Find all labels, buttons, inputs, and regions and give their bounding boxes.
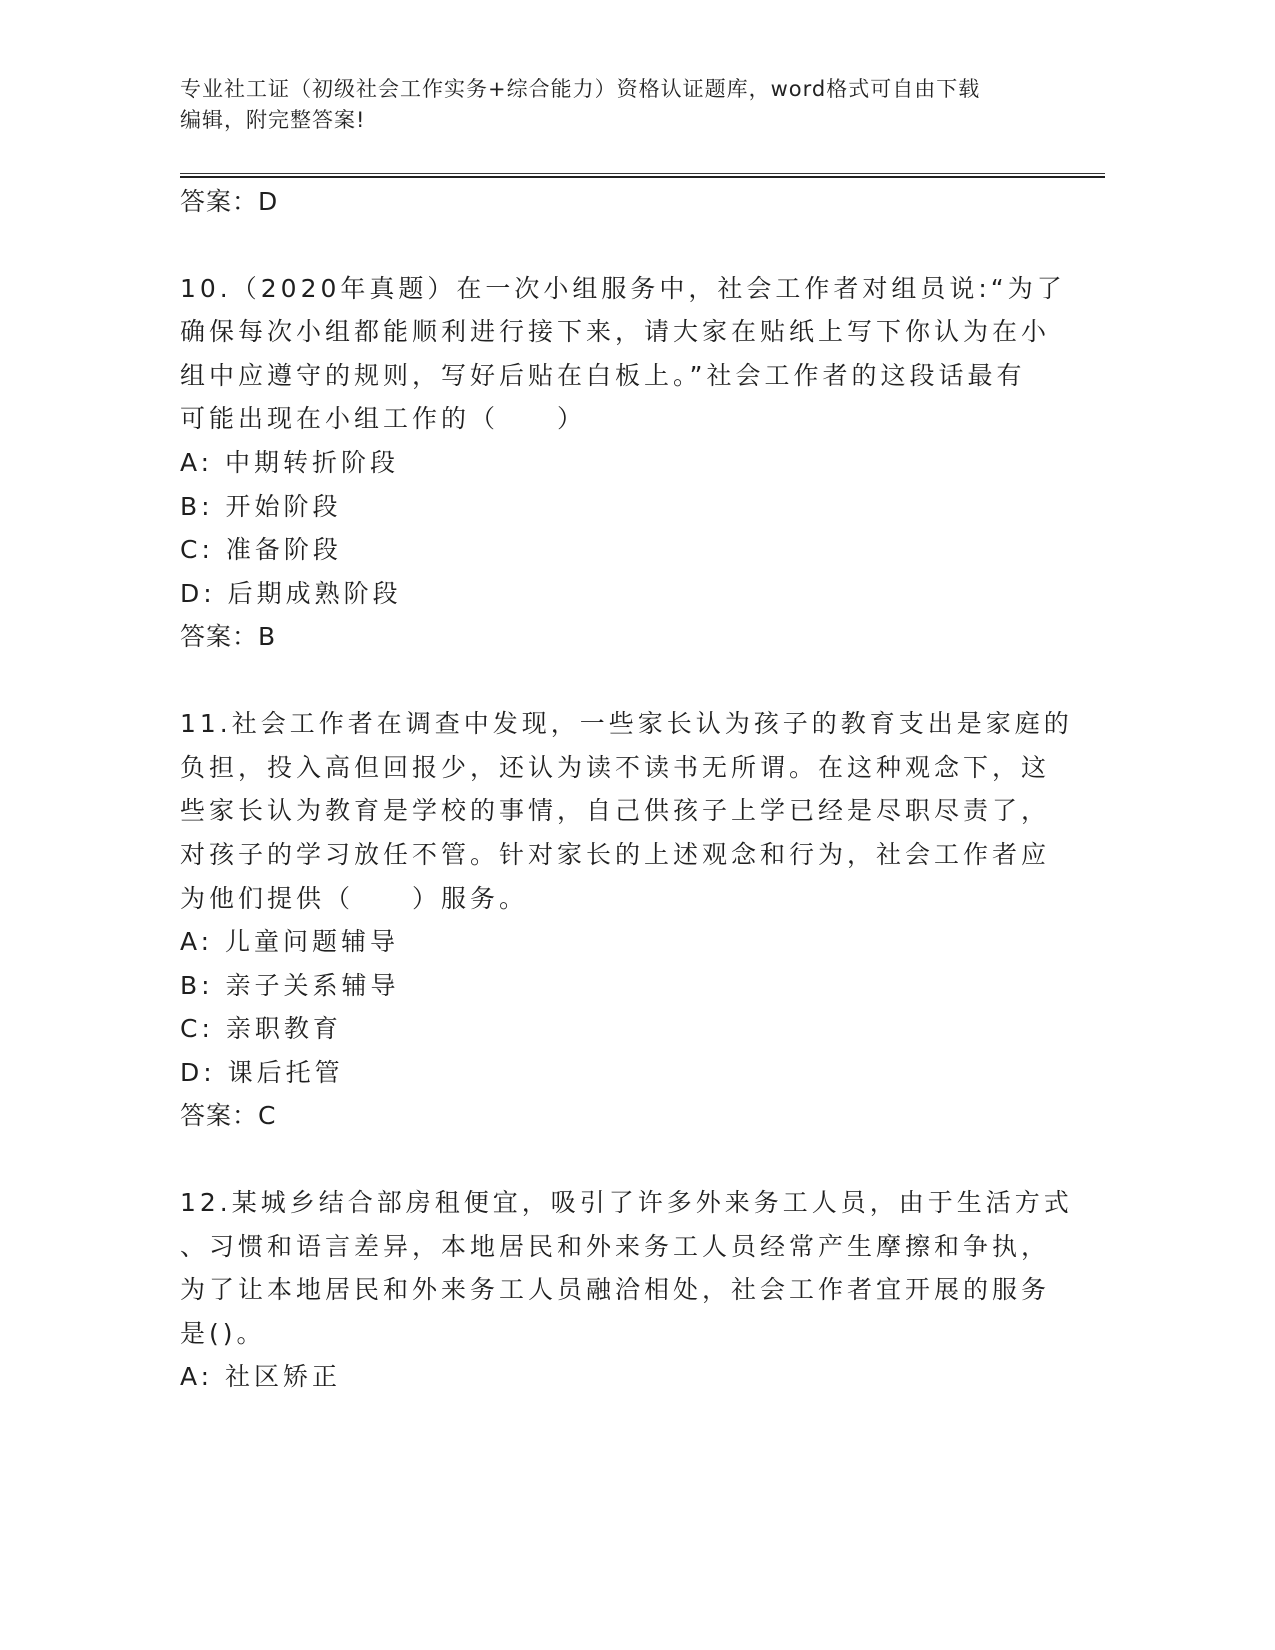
q10-stem-line-3: 组中应遵守的规则，写好后贴在白板上。”社会工作者的这段话最有 xyxy=(180,361,1026,390)
q11-option-c: C: 亲职教育 xyxy=(180,1014,342,1043)
q11-stem-line-2: 负担，投入高但回报少，还认为读不读书无所谓。在这种观念下，这 xyxy=(180,753,1051,782)
q12-stem-line-4: 是()。 xyxy=(180,1319,266,1348)
q11-stem-line-5: 为他们提供（ ）服务。 xyxy=(180,884,529,913)
q11-stem-line-3: 些家长认为教育是学校的事情，自己供孩子上学已经是尽职尽责了， xyxy=(180,796,1051,825)
previous-answer: 答案：D xyxy=(180,187,279,216)
q10-stem-line-1: 10.（2020年真题）在一次小组服务中，社会工作者对组员说:“为了 xyxy=(180,274,1066,303)
q11-answer: 答案：C xyxy=(180,1101,277,1130)
header-rule-thin xyxy=(180,173,1105,174)
q10-answer: 答案：B xyxy=(180,622,277,651)
q10-option-b: B: 开始阶段 xyxy=(180,492,342,521)
q11-option-b: B: 亲子关系辅导 xyxy=(180,971,400,1000)
q12-option-a: A: 社区矫正 xyxy=(180,1362,342,1391)
q10-stem-line-2: 确保每次小组都能顺利进行接下来，请大家在贴纸上写下你认为在小 xyxy=(180,317,1051,346)
header-rule-thick xyxy=(180,176,1105,178)
q12-stem-line-3: 为了让本地居民和外来务工人员融洽相处，社会工作者宜开展的服务 xyxy=(180,1275,1051,1304)
page-header xyxy=(180,74,1060,136)
q11-stem-line-4: 对孩子的学习放任不管。针对家长的上述观念和行为，社会工作者应 xyxy=(180,840,1051,869)
q10-stem-line-4: 可能出现在小组工作的（ ） xyxy=(180,404,587,433)
q11-option-d: D: 课后托管 xyxy=(180,1058,344,1087)
q12-stem-line-1: 12.某城乡结合部房租便宜，吸引了许多外来务工人员，由于生活方式 xyxy=(180,1188,1073,1217)
q10-option-d: D: 后期成熟阶段 xyxy=(180,579,402,608)
q12-stem-line-2: 、习惯和语言差异，本地居民和外来务工人员经常产生摩擦和争执， xyxy=(180,1232,1051,1261)
q11-stem-line-1: 11.社会工作者在调查中发现，一些家长认为孩子的教育支出是家庭的 xyxy=(180,709,1073,738)
header-line-1: 专业社工证（初级社会工作实务+综合能力）资格认证题库，word格式可自由下载 xyxy=(180,77,981,101)
q10-option-c: C: 准备阶段 xyxy=(180,535,342,564)
q11-option-a: A: 儿童问题辅导 xyxy=(180,927,400,956)
q10-option-a: A: 中期转折阶段 xyxy=(180,448,400,477)
header-line-2: 编辑，附完整答案! xyxy=(180,108,366,132)
